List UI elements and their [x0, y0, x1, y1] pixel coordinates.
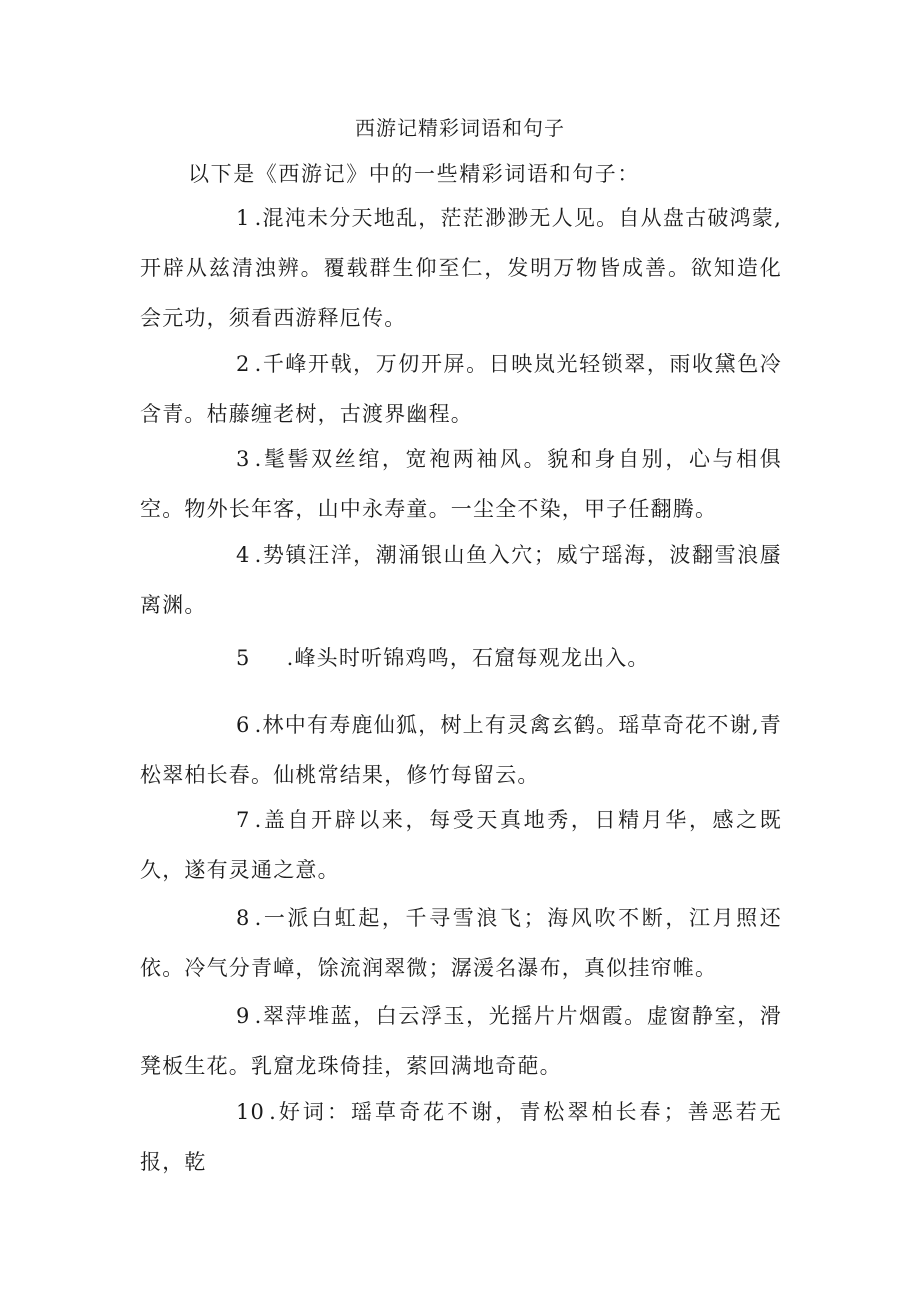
item-text: .髦髻双丝绾，宽袍两袖风。貌和身自别，心与相俱空。物外长年客，山中永寿童。一尘全不染，甲子任翻腾。 [140, 447, 782, 521]
item-text: .千峰开戟，万仞开屏。日映岚光轻锁翠，雨收黛色冷含青。枯藤缠老树，古渡界幽程。 [140, 352, 782, 426]
list-item [140, 633, 782, 683]
list-item [140, 193, 782, 343]
item-text: .好词：瑶草奇花不谢，青松翠柏长春；善恶若无报，乾 [140, 1100, 782, 1174]
list-item [140, 795, 782, 895]
item-number: 9 [236, 1004, 251, 1028]
item-number: 7 [236, 808, 251, 832]
list-item [140, 530, 782, 630]
item-text: .混沌未分天地乱，茫茫渺渺无人见。自从盘古破鸿蒙,开辟从兹清浊辨。覆载群生仰至仁，发明万物皆成善。欲知造化会元功，须看西游释厄传。 [140, 206, 782, 330]
item-number: 10 [236, 1100, 266, 1124]
item-text: .盖自开辟以来，每受天真地秀，日精月华，感之既久，遂有灵通之意。 [140, 808, 782, 882]
item-number: 4 [236, 543, 251, 567]
list-item [140, 991, 782, 1091]
item-text: .峰头时听锦鸡鸣，石窟每观龙出入。 [286, 646, 650, 670]
item-text: .势镇汪洋，潮涌银山鱼入穴；威宁瑶海，波翻雪浪蜃离渊。 [140, 543, 782, 617]
list-item [140, 893, 782, 993]
list-item [140, 434, 782, 534]
list-item [140, 339, 782, 439]
item-number: 8 [236, 906, 251, 930]
list-item [140, 1087, 782, 1187]
item-number: 2 [236, 352, 251, 376]
item-text: .林中有寿鹿仙狐，树上有灵禽玄鹤。瑶草奇花不谢,青松翠柏长春。仙桃常结果，修竹每留云。 [140, 713, 782, 787]
item-number: 5 [236, 646, 251, 670]
item-text: .一派白虹起，千寻雪浪飞；海风吹不断，江月照还依。冷气分青嶂，馀流润翠微；潺湲名瀑布，真似挂帘帷。 [140, 906, 782, 980]
intro-paragraph: 以下是《西游记》中的一些精彩词语和句子： [188, 162, 640, 186]
item-number: 6 [236, 713, 251, 737]
item-number: 3 [236, 447, 251, 471]
item-text: .翠萍堆蓝，白云浮玉，光摇片片烟霞。虚窗静室，滑凳板生花。乳窟龙珠倚挂，萦回满地奇葩。 [140, 1004, 782, 1078]
document-title: 西游记精彩词语和句子 [355, 116, 565, 140]
item-number: 1 [236, 206, 251, 230]
list-item [140, 700, 782, 800]
